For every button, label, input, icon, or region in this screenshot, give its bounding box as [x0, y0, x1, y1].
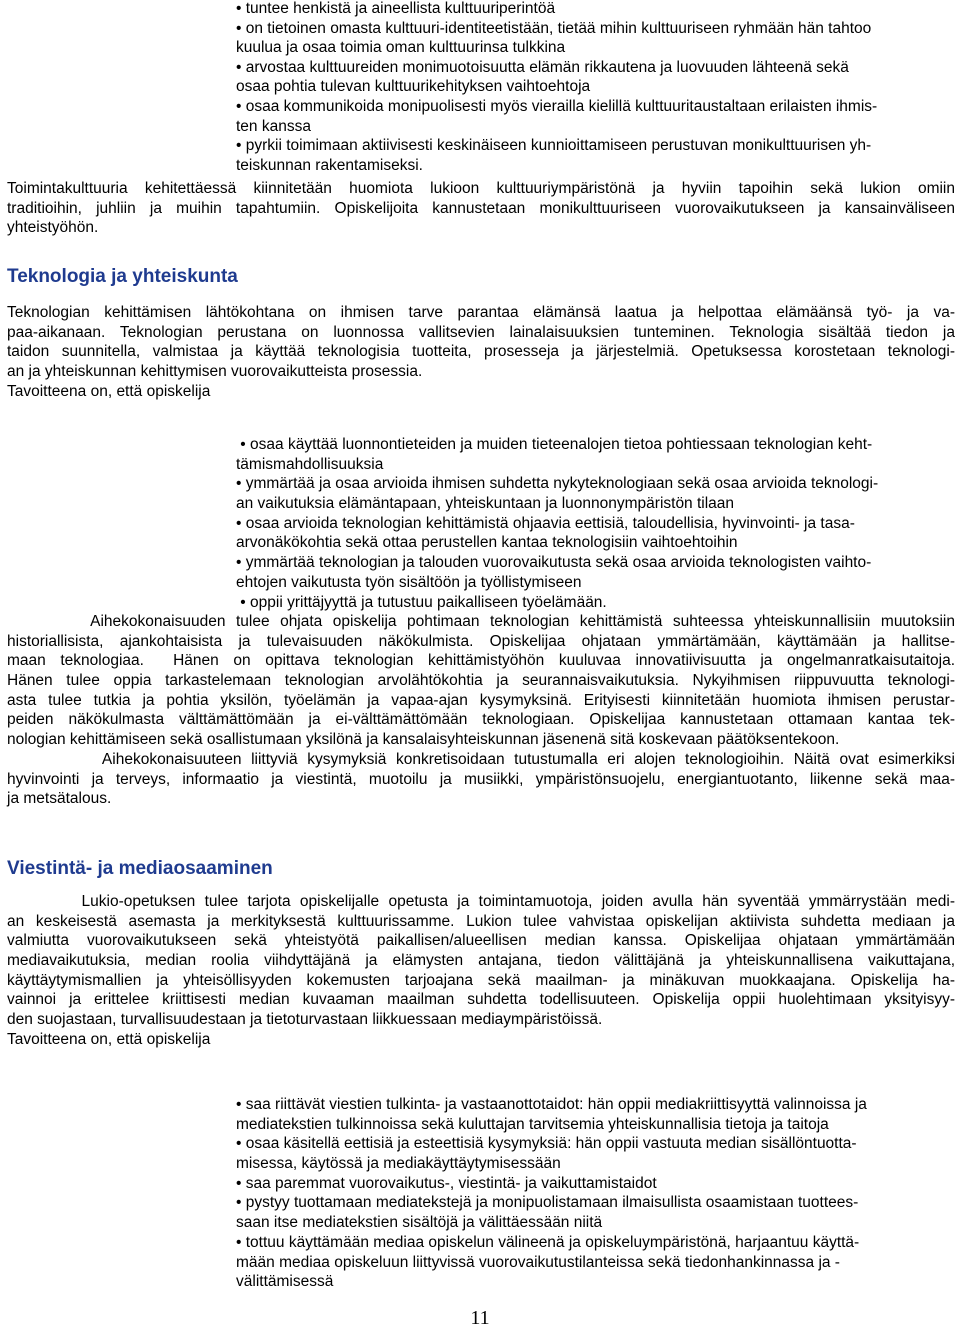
list-item: • pystyy tuottamaan mediatekstejä ja monipuolistamaan ilmaisullista osaamistaan tuottees- [236, 1194, 859, 1212]
list-item: • tuntee henkistä ja aineellista kulttuuriperintöä [236, 0, 556, 17]
list-item: • on tietoinen omasta kulttuuri-identiteetistään, tietää mihin kulttuuriseen ryhmään hän tahtoo [236, 19, 872, 37]
list-item: • osaa arvioida teknologian kehittämistä ohjaavia eettisiä, taloudellisia, hyvinvointi- ja tasa- [236, 514, 855, 532]
text-line: Lukio-opetuksen tulee tarjota opiskelijalle opetusta ja toimintamuotoja, joiden avulla hän syventää ymmärrystään medi- [7, 893, 955, 910]
list-item-continuation: teiskunnan rakentamiseksi. [236, 156, 423, 174]
text-line: vainnoi ja erittelee kriittisesti median kuvaaman maailman suhdetta todellisuuteen. Opiskelija oppii huolehtimaan yksityisyy- [7, 991, 955, 1009]
text-line: Hänen tulee oppia tarkastelemaan teknologian arvolähtökohtia ja seurannaisvaikutuksia. Nykyihmisen riippuvuutta teknologi- [7, 672, 955, 690]
text-line: valmiutta vuorovaikutukseen sekä yhteistyötä paikallisen/alueellisen median kanssa. Opiskelijaa ohjataan ymmärtämään [7, 932, 955, 950]
text-line: historiallisista, ajankohtaisista ja tulevaisuuden näkökulmista. Opiskelijaa ohjataan ymmärtämään, käyttämään ja hallitse- [7, 632, 955, 650]
text-line: Tavoitteena on, että opiskelija [7, 382, 211, 400]
list-item-continuation: ten kanssa [236, 117, 311, 135]
text-line: peiden näkökulmasta välttämättömään ja ei-välttämättömään teknologiaan. Opiskelijaa kannustetaan ottamaan kantaa tek- [7, 711, 955, 729]
list-item: • tottuu käyttämään mediaa opiskelun välineenä ja opiskeluympäristönä, harjaantuu käyttä- [236, 1233, 860, 1251]
text-line: an keskeisestä asemasta ja merkityksestä kulttuurissamme. Lukion tulee vahvistaa opiskelijan aktiivista suhdetta mediaan ja [7, 912, 955, 930]
list-item-continuation: osaa pohtia tulevan kulttuurikehityksen vaihtoehtoja [236, 78, 591, 96]
list-item-continuation: tämismahdollisuuksia [236, 455, 384, 473]
text-line: Tavoitteena on, että opiskelija [7, 1030, 211, 1048]
text-line: hyvinvointi ja terveys, informaatio ja viestintä, muotoilu ja musiikki, ympäristönsuojelu, energiantuotanto, liikenne sekä maa- [7, 770, 955, 788]
list-item: • ymmärtää teknologian ja talouden vuorovaikutusta sekä osaa arvioida teknologisten vaihto- [236, 554, 872, 572]
text-line: nologian kehittämiseen sekä osallistumaan yksilönä ja kansalaisyhteiskunnan jäsenenä sitä koskevaan päätöksentekoon. [7, 731, 840, 749]
text-line: an ja yhteiskunnan kehittymisen vuorovaikutteista prosessia. [7, 363, 423, 381]
list-item: • pyrkii toimimaan aktiivisesti keskinäiseen kunnioittamiseen perustuvan monikulttuurisen yh- [236, 137, 872, 155]
list-item-continuation: misessa, käytössä ja mediakäyttäytymisessään [236, 1155, 561, 1173]
list-item-continuation: välittämisessä [236, 1273, 334, 1291]
list-item-continuation: an vaikutuksia elämäntapaan, yhteiskuntaan ja luonnonympäristön tilaan [236, 495, 735, 513]
page-number: 11 [470, 1307, 490, 1329]
list-item: • oppii yrittäjyyttä ja tutustuu paikalliseen työelämään. [236, 593, 607, 611]
text-line: taidon suunnitella, valmistaa ja käyttää teknologisia tuotteita, prosesseja ja järjestelmiä. Opetuksessa korostetaan teknologi- [7, 343, 955, 361]
list-item: • saa paremmat vuorovaikutus-, viestintä- ja vaikuttamistaidot [236, 1174, 657, 1192]
section-heading-technology: Teknologia ja yhteiskunta [7, 266, 238, 287]
text-line: Teknologian kehittämisen lähtökohtana on ihmisen tarve parantaa elämänsä laatua ja helpottaa elämäänsä työ- ja va- [7, 304, 955, 321]
text-line: yhteistyöhön. [7, 219, 99, 237]
technology-goals-list [236, 435, 878, 612]
list-item-continuation: saan itse mediatekstien sisältöjä ja välittäessään niitä [236, 1214, 603, 1232]
text-line: traditioihin, juhliin ja muihin tapahtumiin. Opiskelijoita kannustetaan monikulttuuriseen vuorovaikutukseen ja kansainväliseen [7, 199, 955, 217]
media-goals-list [236, 1095, 867, 1292]
media-paragraph [7, 892, 955, 1050]
list-item: • osaa käyttää luonnontieteiden ja muiden tieteenalojen tietoa pohtiessaan teknologian keht- [236, 436, 873, 453]
section-heading-media: Viestintä- ja mediaosaaminen [7, 858, 273, 879]
text-line: den suojastaan, turvallisuudestaan ja tietoturvastaan liikkuessaan mediaympäristöissä. [7, 1011, 603, 1029]
theme-paragraph [7, 612, 955, 809]
list-item: • saa riittävät viestien tulkinta- ja vastaanottotaidot: hän oppii mediakriittisyyttä valinnoissa ja [236, 1096, 867, 1113]
text-line: paa-aikanaan. Teknologian perustana on luonnossa vallitsevien lainalaisuuksien tunteminen. Teknologia sisältää tiedon ja [7, 323, 955, 341]
culture-goals-list [236, 0, 877, 175]
text-line: Aihekokonaisuuden tulee ohjata opiskelija pohtimaan teknologian kehittämistä suhteessa yhteiskunnallisiin muutoksiin [7, 613, 955, 630]
text-line: Aihekokonaisuuteen liittyviä kysymyksiä konkretisoidaan tutustumalla eri alojen teknologioihin. Näitä ovat esimerkiksi [7, 750, 955, 768]
culture-paragraph [7, 179, 955, 238]
list-item-continuation: kuulua ja osaa toimia oman kulttuurinsa tulkkina [236, 39, 566, 57]
list-item: • ymmärtää ja osaa arvioida ihmisen suhdetta nykyteknologiaan sekä osaa arvioida teknologi- [236, 475, 879, 493]
text-line: käyttäytymismallien ja yhteisöllisyyden kokemusten tarjoajana sekä maailman- ja minäkuvan muokkaajana. Opiskelija ha- [7, 971, 955, 989]
text-line: Toimintakulttuuria kehitettäessä kiinnitetään huomiota lukioon kulttuuriympäristönä ja hyviin tapoihin sekä lukion omiin [7, 180, 955, 197]
technology-paragraph [7, 303, 955, 401]
list-item: • osaa kommunikoida monipuolisesti myös vierailla kielillä kulttuuritaustaltaan erilaisten ihmis- [236, 97, 878, 115]
list-item: • arvostaa kulttuureiden monimuotoisuutta elämän rikkautena ja luovuuden lähteenä sekä [236, 58, 849, 76]
list-item-continuation: mediatekstien tulkinnoissa sekä kuluttajan tarvitsemia yhteiskunnallisia tietoja ja taitoja [236, 1115, 829, 1133]
text-line: ja metsätalous. [7, 790, 112, 808]
text-line: mediavaikutuksia, median roolia viihdyttäjänä ja elämysten antajana, tiedon välittäjänä ja yhteiskunnallisena vaikuttajana, [7, 952, 955, 970]
list-item-continuation: mään mediaa opiskeluun liittyvissä vuorovaikutustilanteissa sekä tiedonhankinnassa ja - [236, 1253, 840, 1271]
list-item: • osaa käsitellä eettisiä ja esteettisiä kysymyksiä: hän oppii vastuuta median sisällöntuotta- [236, 1135, 857, 1153]
text-line: asta tulee tutkia ja pohtia yksilön, työelämän ja vapaa-ajan kysymyksinä. Erityisesti kiinnitetään huomiota ihmisen perustar- [7, 691, 955, 709]
text-line: maan teknologiaa. Hänen on opittava teknologian kehittämistyöhön kuuluvaa innovatiivisuutta ja ongelmanratkaisutaitoja. [7, 652, 955, 670]
list-item-continuation: arvonäkökohtia sekä ottaa perustellen kantaa teknologisiin vaihtoehtoihin [236, 534, 738, 552]
list-item-continuation: ehtojen vaikutusta työn sisältöön ja työllistymiseen [236, 573, 582, 591]
